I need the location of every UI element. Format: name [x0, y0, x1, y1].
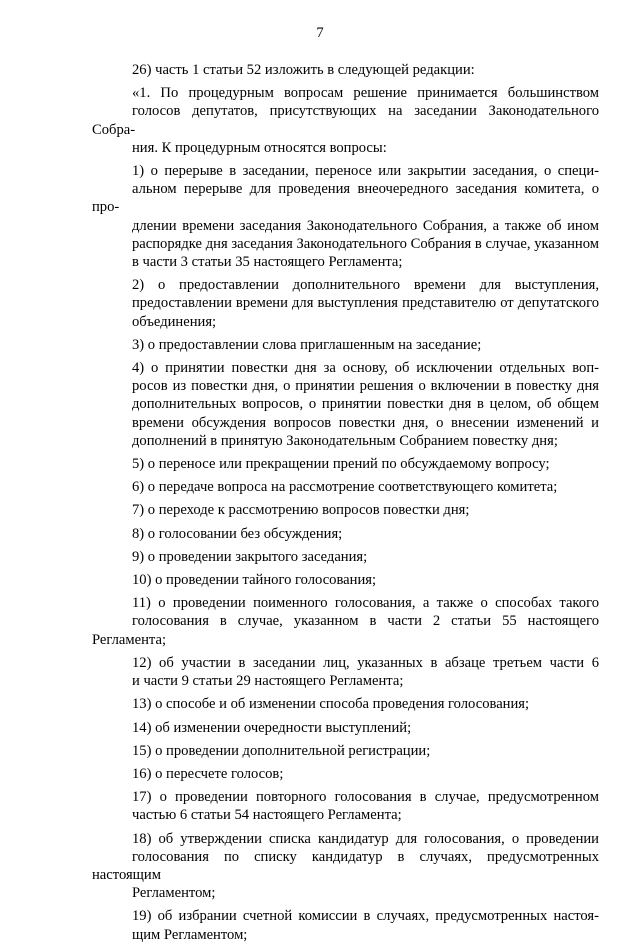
text-line: распорядке дня заседания Законодательного Собрания в случае, указанном	[132, 235, 599, 252]
text-line: альном перерыве для проведения внеочередного заседания комитета, о про-	[92, 181, 599, 216]
text-line: 1) о перерыве в заседании, переносе или закрытии заседания, о специ-	[132, 163, 599, 180]
paragraph	[92, 525, 599, 543]
paragraph	[92, 501, 599, 519]
paragraph	[92, 830, 599, 903]
paragraph	[92, 84, 599, 157]
paragraph	[92, 654, 599, 690]
text-line: 2) о предоставлении дополнительного времени для выступления,	[132, 277, 599, 294]
text-line: 17) о проведении повторного голосования в случае, предусмотренном	[132, 789, 599, 806]
text-line: 26) часть 1 статьи 52 изложить в следующей редакции:	[132, 62, 475, 78]
text-line: росов из повестки дня, о принятии решения о включении в повестку дня	[132, 378, 599, 395]
text-line: длении времени заседания Законодательного Собрания, а также об ином	[132, 217, 599, 234]
text-line: 12) об участии в заседании лиц, указанных в абзаце третьем части 6	[132, 654, 599, 671]
paragraph	[92, 571, 599, 589]
paragraph	[92, 548, 599, 566]
text-line: 16) о пересчете голосов;	[132, 765, 284, 782]
text-line: 8) о голосовании без обсуждения;	[132, 525, 343, 542]
text-line: и части 9 статьи 29 настоящего Регламента;	[132, 673, 404, 690]
text-line: 19) об избрании счетной комиссии в случаях, предусмотренных настоя-	[132, 908, 599, 925]
text-line: голосования в случае, указанном в части 2 статьи 55 настоящего Регламента;	[92, 613, 599, 648]
text-line: 7) о переходе к рассмотрению вопросов повестки дня;	[132, 502, 470, 519]
text-line: дополнительных вопросов, о принятии повестки дня в целом, об общем	[132, 396, 599, 413]
page-number: 7	[316, 25, 324, 41]
text-line: 13) о способе и об изменении способа проведения голосования;	[132, 696, 530, 713]
paragraph	[92, 455, 599, 473]
paragraph	[92, 695, 599, 713]
paragraph	[92, 336, 599, 354]
text-line: в части 3 статьи 35 настоящего Регламента;	[132, 254, 403, 271]
paragraph	[92, 61, 599, 79]
paragraph	[92, 742, 599, 760]
text-line: объединения;	[132, 313, 217, 330]
paragraph	[92, 594, 599, 649]
document-body	[92, 61, 599, 949]
text-line: 5) о переносе или прекращении прений по обсуждаемому вопросу;	[132, 456, 550, 473]
text-line: 9) о проведении закрытого заседания;	[132, 548, 368, 565]
text-line: 11) о проведении поименного голосования, а также о способах такого	[132, 595, 599, 612]
text-line: голосования по списку кандидатур в случаях, предусмотренных настоящим	[92, 848, 599, 883]
text-line: 3) о предоставлении слова приглашенным на заседание;	[132, 336, 482, 353]
paragraph	[92, 765, 599, 783]
text-line: 6) о передаче вопроса на рассмотрение соответствующего комитета;	[132, 479, 558, 496]
paragraph	[92, 276, 599, 331]
text-line: голосов депутатов, присутствующих на заседании Законодательного Собра-	[92, 103, 599, 138]
text-line: щим Регламентом;	[132, 926, 248, 943]
text-line: ния. К процедурным относятся вопросы:	[132, 139, 387, 156]
paragraph	[92, 359, 599, 450]
text-line: 18) об утверждении списка кандидатур для голосования, о проведении	[132, 830, 599, 847]
text-line: времени обсуждения вопросов повестки дня, о внесении изменений и	[132, 414, 599, 431]
text-line: предоставлении времени для выступления представителю от депутатского	[132, 295, 599, 312]
text-line: частью 6 статьи 54 настоящего Регламента;	[132, 807, 402, 824]
paragraph	[92, 478, 599, 496]
text-line: «1. По процедурным вопросам решение принимается большинством	[132, 85, 599, 102]
text-line: Регламентом;	[132, 885, 216, 902]
text-line: 10) о проведении тайного голосования;	[132, 572, 377, 589]
text-line: 4) о принятии повестки дня за основу, об исключении отдельных воп-	[132, 360, 599, 377]
paragraph	[92, 788, 599, 824]
paragraph	[92, 719, 599, 737]
paragraph	[92, 162, 599, 271]
text-line: дополнений в принятую Законодательным Собранием повестку дня;	[132, 432, 558, 449]
paragraph	[92, 907, 599, 943]
text-line: 15) о проведении дополнительной регистрации;	[132, 742, 431, 759]
text-line: 14) об изменении очередности выступлений;	[132, 719, 412, 736]
